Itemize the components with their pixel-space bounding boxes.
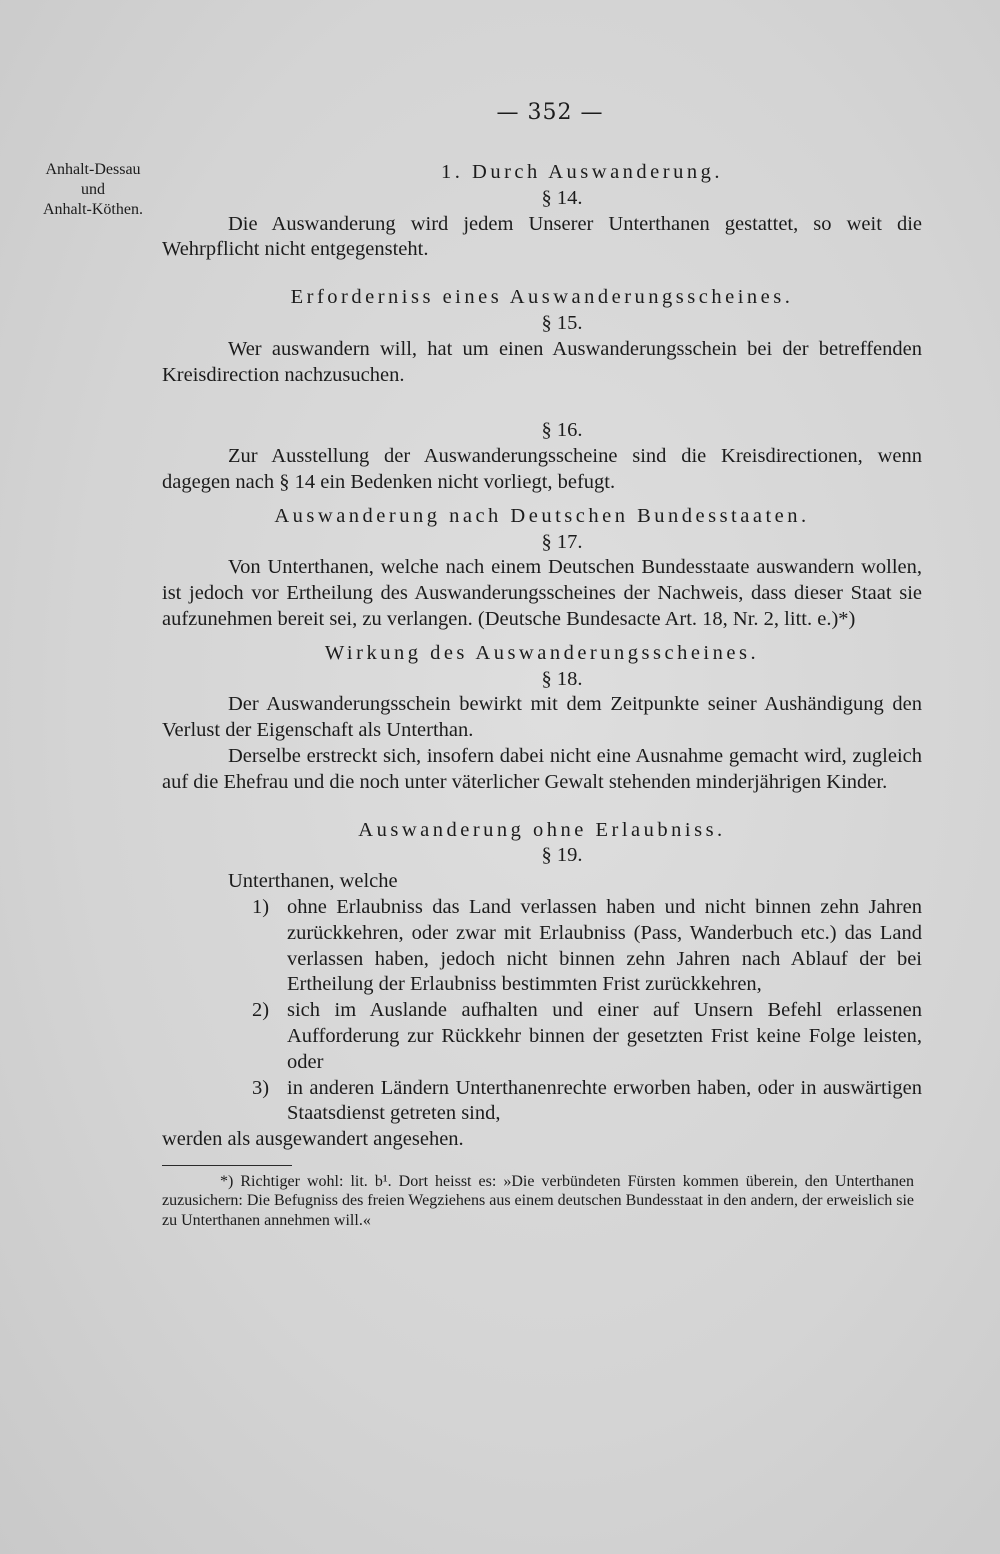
- paragraph-number: § 14.: [541, 186, 583, 209]
- paragraph-text: werden als ausgewandert angesehen.: [162, 1128, 464, 1151]
- main-text: [162, 160, 922, 1230]
- condition-list: [162, 895, 922, 1127]
- list-item-text: in anderen Ländern Unterthanenrechte erworben haben, oder in auswärtigen Staatsdienst getreten sind,: [287, 1076, 922, 1125]
- section-heading: 1. Durch Auswanderung.: [441, 161, 723, 183]
- section-heading: Wirkung des Auswanderungsscheines.: [324, 641, 760, 664]
- paragraph-number: § 18.: [541, 667, 583, 690]
- section-heading: Auswanderung ohne Erlaubniss.: [358, 818, 726, 841]
- paragraph-text: Wer auswandern will, hat um einen Auswanderungsschein bei der betreffenden Kreisdirection nachzusuchen.: [162, 337, 922, 386]
- margin-note: [22, 160, 164, 220]
- paragraph-text: Die Auswanderung wird jedem Unserer Unterthanen gestattet, so weit die Wehrpflicht nicht entgegensteht.: [162, 212, 922, 261]
- list-item: [162, 1076, 922, 1128]
- paragraph-text: Derselbe erstreckt sich, insofern dabei nicht eine Ausnahme gemacht wird, zugleich auf die Ehefrau und die noch unter väterlicher Gewalt stehenden minderjährigen Kinder.: [162, 744, 922, 793]
- paragraph-number: § 15.: [541, 311, 583, 334]
- paragraph-number: § 19.: [541, 844, 583, 867]
- list-item-text: sich im Auslande aufhalten und einer auf Unsern Befehl erlassenen Aufforderung zur Rückkehr binnen der gesetzten Frist keine Folge leisten, oder: [287, 999, 922, 1073]
- list-item: [162, 895, 922, 998]
- list-item: [162, 998, 922, 1075]
- list-item-number: 1): [252, 895, 270, 918]
- margin-note-line: und: [81, 181, 105, 198]
- list-item-number: 2): [252, 999, 270, 1022]
- margin-note-line: Anhalt-Köthen.: [43, 201, 143, 218]
- list-item-text: ohne Erlaubniss das Land verlassen haben und nicht binnen zehn Jahren zurückkehren, oder zwar mit Erlaubniss (Pass, Wanderbuch etc.) das Land verlassen haben, jedoch nicht binnen zehn Jahren nach Ablauf der bei Ertheilung der Erlaubniss bestimmten Frist zurückkehren,: [287, 895, 922, 996]
- paragraph-text: Von Unterthanen, welche nach einem Deutschen Bundesstaate auswandern wollen, ist jedoch vor Ertheilung des Auswanderungsscheines der Nachweis, dass dieser Staat sie aufzunehmen bereit sei, zu verlangen. (Deutsche Bundesacte Art. 18, Nr. 2, litt. e.)*): [162, 556, 922, 630]
- paragraph-number: § 16.: [541, 419, 583, 442]
- paragraph-text: Zur Ausstellung der Auswanderungsscheine sind die Kreisdirectionen, wenn dagegen nach § 14 ein Bedenken nicht vorliegt, befugt.: [162, 445, 922, 493]
- page-number: — 352 —: [496, 100, 604, 125]
- footnote: *) Richtiger wohl: lit. b¹. Dort heisst es: »Die verbündeten Fürsten kommen überein, den Unterthanen zuzusichern: Die Befugniss des freien Wegziehens aus einem deutschen Bundesstaat in den andern, der erweislich sie zu Unterthanen annehmen will.«: [162, 1172, 914, 1229]
- section-heading: Erforderniss eines Auswanderungsscheines.: [290, 286, 794, 309]
- paragraph-number: § 17.: [541, 530, 583, 553]
- footnote-rule: [162, 1165, 292, 1166]
- section-heading: Auswanderung nach Deutschen Bundesstaaten.: [274, 504, 810, 527]
- paragraph-text: Unterthanen, welche: [228, 870, 398, 893]
- margin-note-line: Anhalt-Dessau: [45, 161, 141, 178]
- list-item-number: 3): [252, 1076, 270, 1099]
- paragraph-text: Der Auswanderungsschein bewirkt mit dem Zeitpunkte seiner Aushändigung den Verlust der Eigenschaft als Unterthan.: [162, 693, 922, 742]
